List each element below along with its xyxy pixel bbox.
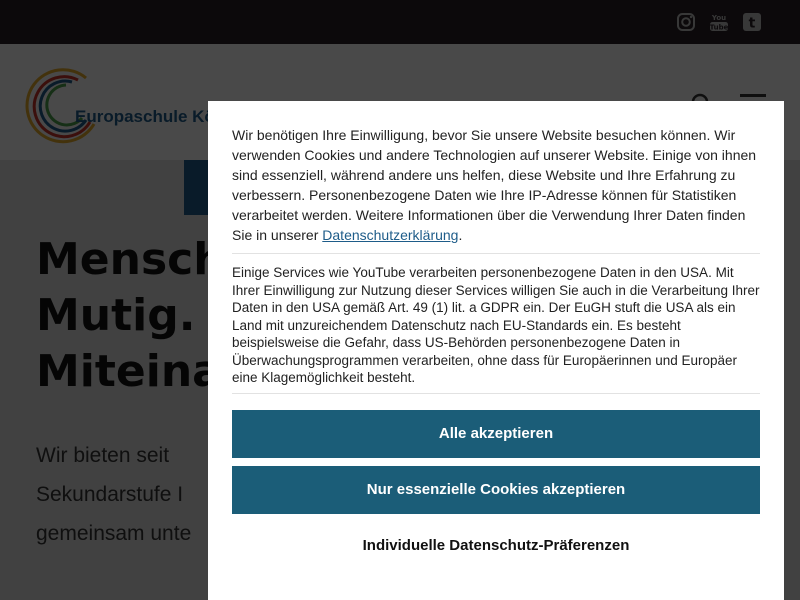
divider xyxy=(232,393,760,394)
accept-essential-button[interactable]: Nur essenzielle Cookies akzeptieren xyxy=(232,466,760,514)
consent-intro-end: . xyxy=(458,227,463,243)
accept-all-button[interactable]: Alle akzeptieren xyxy=(232,410,760,458)
privacy-preferences-button[interactable]: Individuelle Datenschutz-Präferenzen xyxy=(232,522,760,570)
usa-data-notice: Einige Services wie YouTube verarbeiten personenbezogene Daten in den USA. Mit Ihrer Einwilligung zur Nutzung dieser Services willigen Sie auch in die Verarbeitung Ihrer Daten in den USA gemäß Art. 49 (1) lit. a GDPR ein. Der EuGH stuft die USA als ein Land mit unzureichendem Datenschutz nach EU-Standards ein. Es besteht beispielsweise die Gefahr, dass US-Behörden personenbezogene Daten in Überwachungsprogrammen verarbeiten, ohne dass für Europäerinnen und Europäer eine Klagemöglichkeit besteht. xyxy=(232,265,760,385)
consent-intro-text: Wir benötigen Ihre Einwilligung, bevor Sie unsere Website besuchen können. Wir verwenden Cookies und andere Technologien auf unserer Website. Einige von ihnen sind essenziell, während andere uns helfen, diese Website und Ihre Erfahrung zu verbessern. Personenbezogene Daten wie Ihre IP-Adresse können für Statistiken verarbeitet werden. Weitere Informationen über die Verwendung Ihrer Daten finden Sie in unserer xyxy=(232,127,757,243)
consent-intro xyxy=(232,125,760,245)
privacy-policy-link[interactable]: Datenschutzerklärung xyxy=(322,227,459,243)
cookie-consent-dialog xyxy=(208,101,784,600)
divider xyxy=(232,253,760,254)
